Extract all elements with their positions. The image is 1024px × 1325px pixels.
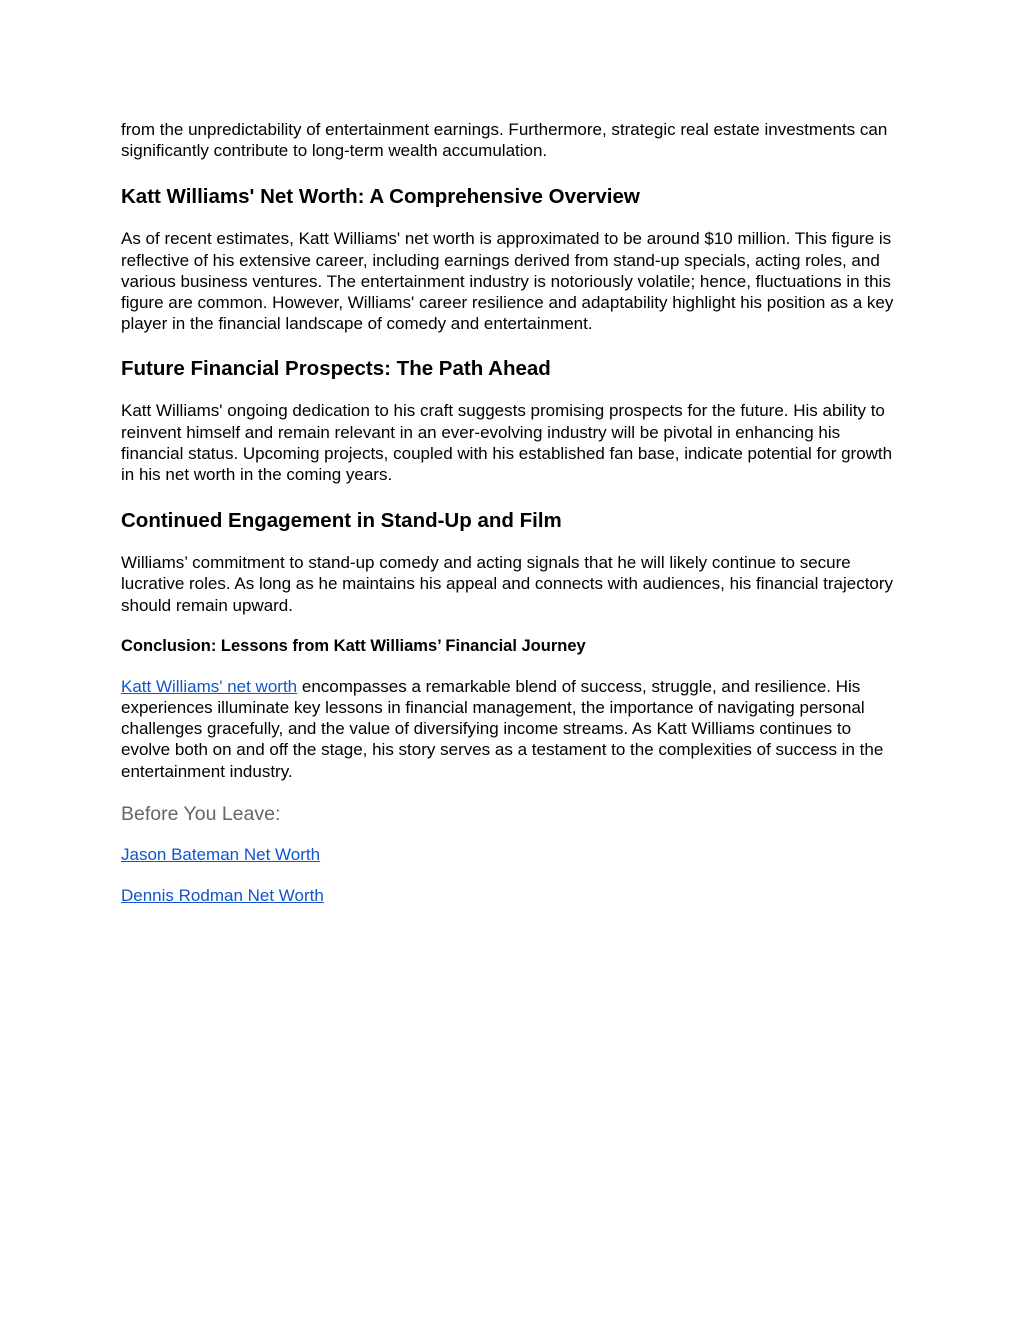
jason-bateman-link[interactable]: Jason Bateman Net Worth bbox=[121, 844, 321, 864]
net-worth-link[interactable]: Katt Williams' net worth bbox=[121, 676, 298, 696]
engagement-paragraph: Williams’ commitment to stand-up comedy and acting signals that he will likely continue to secure lucrative roles. As long as he maintains his appeal and connects with audiences, his financial trajectory should remain upward. bbox=[121, 553, 894, 615]
dennis-rodman-link[interactable]: Dennis Rodman Net Worth bbox=[121, 886, 324, 906]
future-heading: Future Financial Prospects: The Path Ahead bbox=[121, 357, 551, 381]
conclusion-heading: Conclusion: Lessons from Katt Williams’ Financial Journey bbox=[121, 636, 586, 655]
related-link-item bbox=[121, 885, 901, 906]
conclusion-text: encompasses a remarkable blend of success, struggle, and resilience. His experiences illuminate key lessons in financial management, the importance of navigating personal challenges gracefully, and the value of diversifying income streams. As Katt Williams continues to evolve both on and off the stage, his story serves as a testament to the complexities of success in the entertainment industry. bbox=[121, 676, 884, 781]
overview-paragraph: As of recent estimates, Katt Williams' net worth is approximated to be around $10 million. This figure is reflective of his extensive career, including earnings derived from stand-up specials, acting roles, and various business ventures. The entertainment industry is notoriously volatile; hence, fluctuations in this figure are common. However, Williams' career resilience and adaptability highlight his position as a key player in the financial landscape of comedy and entertainment. bbox=[121, 229, 894, 334]
engagement-heading: Continued Engagement in Stand-Up and Film bbox=[121, 509, 562, 533]
future-paragraph: Katt Williams' ongoing dedication to his craft suggests promising prospects for the future. His ability to reinvent himself and remain relevant in an ever-evolving industry will be pivotal in enhancing his financial status. Upcoming projects, coupled with his established fan base, indicate potential for growth in his net worth in the coming years. bbox=[121, 401, 893, 485]
intro-paragraph: from the unpredictability of entertainment earnings. Furthermore, strategic real estate investments can significantly contribute to long-term wealth accumulation. bbox=[121, 120, 888, 161]
before-you-leave-label: Before You Leave: bbox=[121, 802, 281, 825]
overview-heading: Katt Williams' Net Worth: A Comprehensive Overview bbox=[121, 185, 640, 209]
related-link-item bbox=[121, 844, 901, 865]
document-page bbox=[121, 119, 901, 906]
conclusion-paragraph bbox=[121, 676, 901, 782]
